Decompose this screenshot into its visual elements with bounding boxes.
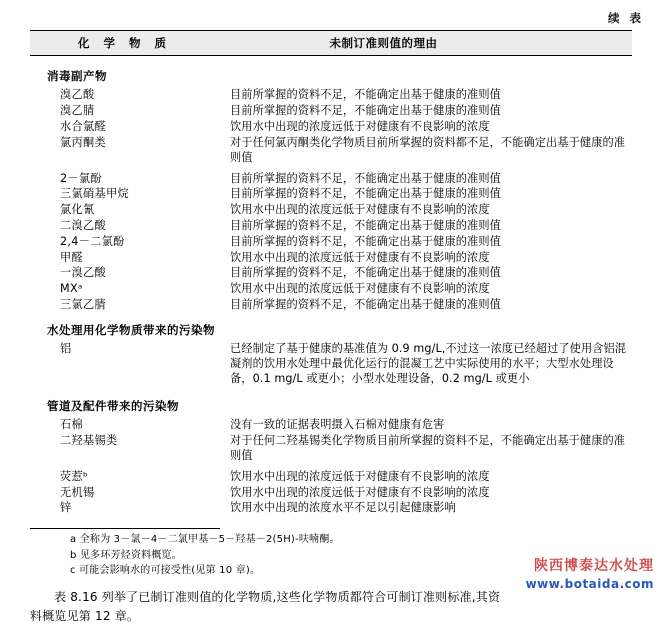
cell-substance: 2－氯酚: [60, 171, 102, 185]
group-title: 消毒副产物: [47, 69, 107, 83]
cell-substance: 二羟基锡类: [60, 433, 118, 447]
cell-reason: 对于任何二羟基锡类化学物质目前所掌握的资料不足，不能确定出基于健康的准则值: [230, 433, 626, 463]
cell-substance: 三氯乙腈: [60, 298, 106, 312]
cell-reason: 目前所掌握的资料不足，不能确定出基于健康的准则值: [230, 104, 501, 118]
table-row: [30, 265, 632, 281]
cell-substance: 溴乙腈: [60, 104, 95, 118]
cell-substance: 2,4－二氯酚: [60, 234, 125, 248]
cell-substance: 一溴乙酸: [60, 266, 106, 280]
closing-line-1: 表 8.16 列举了已制订准则值的化学物质,这些化学物质都符合可制订准则标准,其资: [54, 590, 501, 604]
table-row: [30, 500, 632, 516]
table-row: [30, 249, 632, 265]
cell-reason: 目前所掌握的资料不足，不能确定出基于健康的准则值: [230, 266, 501, 280]
cell-substance: 无机锡: [60, 485, 95, 499]
cell-reason: 对于任何氯丙酮类化学物质目前所掌握的资料都不足，不能确定出基于健康的准则值: [230, 135, 626, 164]
table-row: [30, 87, 632, 103]
chemicals-table: [30, 30, 632, 516]
table-header-row: [30, 30, 632, 56]
cell-substance: 溴乙酸: [60, 88, 95, 102]
cell-reason: 目前所掌握的资料不足，不能确定出基于健康的准则值: [230, 88, 501, 102]
cell-substance: 锌: [60, 501, 72, 515]
table-row: [30, 341, 632, 387]
group-title: 水处理用化学物质带来的污染物: [47, 322, 215, 337]
group-title: 管道及配件带来的污染物: [47, 398, 179, 413]
cell-reason: 饮用水中出现的浓度远低于对健康有不良影响的浓度: [230, 469, 490, 483]
table-body: [30, 56, 632, 516]
table-row: [30, 134, 632, 165]
watermark-company: 陕西博泰达水处理: [534, 558, 654, 574]
cell-reason: 饮用水中出现的浓度远低于对健康有不良影响的浓度: [230, 119, 490, 133]
cell-reason: 饮用水中出现的浓度远低于对健康有不良影响的浓度: [230, 485, 490, 499]
table-row: [30, 484, 632, 500]
cell-reason: 没有一致的证据表明摄入石棉对健康有危害: [230, 418, 445, 432]
table-row: [30, 433, 632, 464]
table-row: [30, 202, 632, 218]
closing-paragraph: [30, 588, 632, 626]
footnotes: [30, 532, 632, 579]
cell-reason: 目前所掌握的资料不足，不能确定出基于健康的准则值: [230, 171, 501, 185]
table-row: [30, 417, 632, 433]
cell-substance: 水合氯醛: [60, 119, 106, 133]
cell-reason: 饮用水中出现的浓度远低于对健康有不良影响的浓度: [230, 250, 490, 264]
footnote-a: a 全称为 3－氯－4－二氯甲基－5－羟基－2(5H)-呋喃酮。: [70, 534, 340, 545]
closing-line-2: 料概览见第 12 章。: [30, 609, 140, 623]
table-row: [30, 119, 632, 135]
cell-substance: 氯化氰: [60, 203, 95, 217]
cell-reason: 目前所掌握的资料不足，不能确定出基于健康的准则值: [230, 234, 501, 248]
table-row: [30, 218, 632, 234]
table-row: [30, 281, 632, 297]
continued-label: 续 表: [607, 11, 644, 25]
cell-substance: 氯丙酮类: [60, 135, 106, 149]
cell-reason: 饮用水中出现的浓度远低于对健康有不良影响的浓度: [230, 282, 490, 296]
cell-reason: 目前所掌握的资料不足，不能确定出基于健康的准则值: [230, 187, 501, 201]
table-row: [30, 297, 632, 313]
cell-reason: 饮用水中出现的浓度水平不足以引起健康影响: [230, 501, 456, 515]
cell-substance: 三氯硝基甲烷: [60, 187, 129, 201]
table-row: [30, 170, 632, 186]
cell-reason: 已经制定了基于健康的基准值为 0.9 mg/L,不过这一浓度已经超过了使用含铝混凝剂的饮用水处理中最优化运行的混凝工艺中实际使用的水平；大型水处理设备，0.1 mg/L 或更小；小型水处理设备，0.2 mg/L 或更小: [230, 341, 627, 386]
footnote-c: c 可能会影响水的可接受性(见第 10 章)。: [70, 565, 261, 576]
cell-reason: 目前所掌握的资料不足，不能确定出基于健康的准则值: [230, 298, 501, 312]
cell-substance: 石棉: [60, 418, 83, 432]
table-row: [30, 103, 632, 119]
cell-substance: 荧惹ᵇ: [60, 469, 89, 483]
cell-reason: 饮用水中出现的浓度远低于对健康有不良影响的浓度: [230, 203, 490, 217]
column-header-substance: 化 学 物 质: [78, 36, 172, 50]
cell-substance: 二溴乙酸: [60, 219, 106, 233]
cell-reason: 目前所掌握的资料不足，不能确定出基于健康的准则值: [230, 219, 501, 233]
footnote-b: b 见多环芳烃资料概览。: [70, 549, 182, 561]
cell-substance: 铝: [60, 341, 72, 355]
cell-substance: 甲醛: [60, 250, 83, 264]
table-row: [30, 234, 632, 250]
table-row: [30, 469, 632, 485]
column-header-reason: 未制订准则值的理由: [329, 36, 438, 50]
watermark-url: www.botaida.com: [525, 577, 654, 591]
table-row: [30, 186, 632, 202]
footnote-divider: [30, 528, 220, 529]
cell-substance: MXᵃ: [60, 282, 83, 296]
